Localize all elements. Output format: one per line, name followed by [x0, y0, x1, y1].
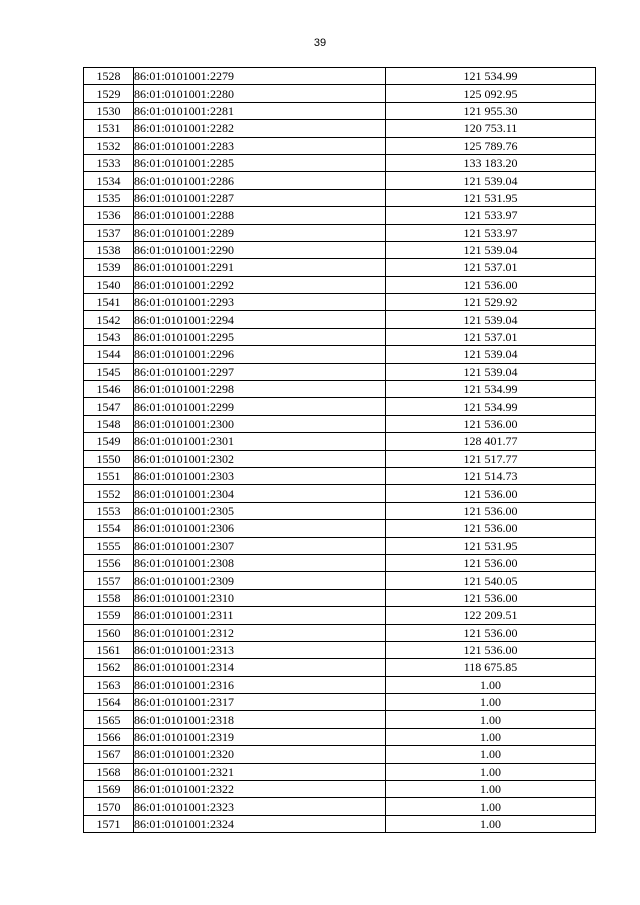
table-row	[84, 120, 596, 137]
cadastral-number-cell: 86:01:0101001:2303	[134, 467, 386, 484]
value-cell: 121 536.00	[386, 554, 596, 571]
row-number-cell: 1533	[84, 154, 134, 171]
row-number-cell: 1562	[84, 659, 134, 676]
value-cell: 121 540.05	[386, 572, 596, 589]
value-cell: 1.00	[386, 781, 596, 798]
row-number-cell: 1532	[84, 137, 134, 154]
table-row	[84, 746, 596, 763]
row-number-cell: 1556	[84, 554, 134, 571]
row-number-cell: 1549	[84, 433, 134, 450]
table-row	[84, 815, 596, 832]
cadastral-number-cell: 86:01:0101001:2299	[134, 398, 386, 415]
cadastral-number-cell: 86:01:0101001:2287	[134, 189, 386, 206]
table-row	[84, 572, 596, 589]
row-number-cell: 1559	[84, 607, 134, 624]
table-row	[84, 172, 596, 189]
table-row	[84, 241, 596, 258]
table-row	[84, 85, 596, 102]
cadastral-number-cell: 86:01:0101001:2282	[134, 120, 386, 137]
row-number-cell: 1543	[84, 328, 134, 345]
row-number-cell: 1551	[84, 467, 134, 484]
cadastral-number-cell: 86:01:0101001:2305	[134, 502, 386, 519]
value-cell: 125 092.95	[386, 85, 596, 102]
row-number-cell: 1542	[84, 311, 134, 328]
value-cell: 1.00	[386, 763, 596, 780]
row-number-cell: 1534	[84, 172, 134, 189]
table-row	[84, 763, 596, 780]
cadastral-number-cell: 86:01:0101001:2308	[134, 554, 386, 571]
table-row	[84, 294, 596, 311]
cadastral-number-cell: 86:01:0101001:2293	[134, 294, 386, 311]
row-number-cell: 1539	[84, 259, 134, 276]
cadastral-number-cell: 86:01:0101001:2313	[134, 641, 386, 658]
row-number-cell: 1569	[84, 781, 134, 798]
table-row	[84, 207, 596, 224]
value-cell: 121 955.30	[386, 102, 596, 119]
row-number-cell: 1557	[84, 572, 134, 589]
cadastral-value-table	[83, 67, 596, 833]
row-number-cell: 1528	[84, 68, 134, 85]
value-cell: 128 401.77	[386, 433, 596, 450]
table-row	[84, 711, 596, 728]
value-cell: 121 536.00	[386, 276, 596, 293]
row-number-cell: 1568	[84, 763, 134, 780]
cadastral-number-cell: 86:01:0101001:2296	[134, 346, 386, 363]
table-row	[84, 659, 596, 676]
table-row	[84, 607, 596, 624]
table-row	[84, 311, 596, 328]
value-cell: 121 534.99	[386, 68, 596, 85]
table-row	[84, 694, 596, 711]
cadastral-number-cell: 86:01:0101001:2324	[134, 815, 386, 832]
value-cell: 1.00	[386, 711, 596, 728]
cadastral-number-cell: 86:01:0101001:2288	[134, 207, 386, 224]
table-row	[84, 641, 596, 658]
cadastral-number-cell: 86:01:0101001:2279	[134, 68, 386, 85]
cadastral-number-cell: 86:01:0101001:2290	[134, 241, 386, 258]
cadastral-number-cell: 86:01:0101001:2316	[134, 676, 386, 693]
table-row	[84, 346, 596, 363]
cadastral-number-cell: 86:01:0101001:2309	[134, 572, 386, 589]
cadastral-number-cell: 86:01:0101001:2320	[134, 746, 386, 763]
row-number-cell: 1563	[84, 676, 134, 693]
row-number-cell: 1565	[84, 711, 134, 728]
row-number-cell: 1548	[84, 415, 134, 432]
value-cell: 121 539.04	[386, 172, 596, 189]
row-number-cell: 1537	[84, 224, 134, 241]
value-cell: 1.00	[386, 694, 596, 711]
cadastral-number-cell: 86:01:0101001:2301	[134, 433, 386, 450]
cadastral-number-cell: 86:01:0101001:2310	[134, 589, 386, 606]
cadastral-number-cell: 86:01:0101001:2321	[134, 763, 386, 780]
row-number-cell: 1571	[84, 815, 134, 832]
row-number-cell: 1558	[84, 589, 134, 606]
row-number-cell: 1546	[84, 381, 134, 398]
row-number-cell: 1564	[84, 694, 134, 711]
value-cell: 121 537.01	[386, 328, 596, 345]
value-cell: 121 536.00	[386, 485, 596, 502]
value-cell: 120 753.11	[386, 120, 596, 137]
table-row	[84, 781, 596, 798]
table-row	[84, 537, 596, 554]
value-cell: 121 514.73	[386, 467, 596, 484]
cadastral-number-cell: 86:01:0101001:2281	[134, 102, 386, 119]
row-number-cell: 1550	[84, 450, 134, 467]
row-number-cell: 1541	[84, 294, 134, 311]
cadastral-number-cell: 86:01:0101001:2291	[134, 259, 386, 276]
value-cell: 121 536.00	[386, 502, 596, 519]
row-number-cell: 1552	[84, 485, 134, 502]
value-cell: 133 183.20	[386, 154, 596, 171]
table-row	[84, 676, 596, 693]
table-row	[84, 189, 596, 206]
table-row	[84, 102, 596, 119]
cadastral-number-cell: 86:01:0101001:2300	[134, 415, 386, 432]
cadastral-number-cell: 86:01:0101001:2289	[134, 224, 386, 241]
row-number-cell: 1566	[84, 728, 134, 745]
table-row	[84, 589, 596, 606]
cadastral-number-cell: 86:01:0101001:2304	[134, 485, 386, 502]
table-row	[84, 624, 596, 641]
table-row	[84, 467, 596, 484]
table-row	[84, 381, 596, 398]
cadastral-number-cell: 86:01:0101001:2307	[134, 537, 386, 554]
cadastral-number-cell: 86:01:0101001:2319	[134, 728, 386, 745]
cadastral-number-cell: 86:01:0101001:2286	[134, 172, 386, 189]
table-row	[84, 728, 596, 745]
row-number-cell: 1529	[84, 85, 134, 102]
value-cell: 1.00	[386, 746, 596, 763]
table-row	[84, 398, 596, 415]
cadastral-number-cell: 86:01:0101001:2283	[134, 137, 386, 154]
row-number-cell: 1538	[84, 241, 134, 258]
table-row	[84, 798, 596, 815]
table-row	[84, 259, 596, 276]
cadastral-number-cell: 86:01:0101001:2292	[134, 276, 386, 293]
table-row	[84, 502, 596, 519]
value-cell: 121 536.00	[386, 641, 596, 658]
value-cell: 121 531.95	[386, 189, 596, 206]
table-row	[84, 450, 596, 467]
page-number: 39	[313, 37, 327, 49]
row-number-cell: 1540	[84, 276, 134, 293]
cadastral-number-cell: 86:01:0101001:2295	[134, 328, 386, 345]
cadastral-number-cell: 86:01:0101001:2294	[134, 311, 386, 328]
value-cell: 121 539.04	[386, 346, 596, 363]
row-number-cell: 1553	[84, 502, 134, 519]
cadastral-number-cell: 86:01:0101001:2323	[134, 798, 386, 815]
table-row	[84, 68, 596, 85]
cadastral-number-cell: 86:01:0101001:2280	[134, 85, 386, 102]
value-cell: 121 536.00	[386, 415, 596, 432]
value-cell: 122 209.51	[386, 607, 596, 624]
cadastral-number-cell: 86:01:0101001:2317	[134, 694, 386, 711]
value-cell: 121 531.95	[386, 537, 596, 554]
row-number-cell: 1567	[84, 746, 134, 763]
cadastral-number-cell: 86:01:0101001:2306	[134, 520, 386, 537]
row-number-cell: 1554	[84, 520, 134, 537]
value-cell: 121 539.04	[386, 241, 596, 258]
value-cell: 121 536.00	[386, 589, 596, 606]
cadastral-number-cell: 86:01:0101001:2322	[134, 781, 386, 798]
table-row	[84, 433, 596, 450]
value-cell: 121 534.99	[386, 398, 596, 415]
value-cell: 1.00	[386, 728, 596, 745]
cadastral-number-cell: 86:01:0101001:2314	[134, 659, 386, 676]
cadastral-number-cell: 86:01:0101001:2298	[134, 381, 386, 398]
table-row	[84, 485, 596, 502]
cadastral-number-cell: 86:01:0101001:2311	[134, 607, 386, 624]
table-row	[84, 224, 596, 241]
cadastral-number-cell: 86:01:0101001:2285	[134, 154, 386, 171]
table-row	[84, 328, 596, 345]
table-row	[84, 415, 596, 432]
table-row	[84, 154, 596, 171]
value-cell: 121 539.04	[386, 311, 596, 328]
value-cell: 1.00	[386, 676, 596, 693]
value-cell: 121 529.92	[386, 294, 596, 311]
row-number-cell: 1530	[84, 102, 134, 119]
value-cell: 121 533.97	[386, 207, 596, 224]
cadastral-number-cell: 86:01:0101001:2318	[134, 711, 386, 728]
value-cell: 121 536.00	[386, 520, 596, 537]
table-row	[84, 520, 596, 537]
value-cell: 121 517.77	[386, 450, 596, 467]
row-number-cell: 1545	[84, 363, 134, 380]
row-number-cell: 1555	[84, 537, 134, 554]
row-number-cell: 1561	[84, 641, 134, 658]
value-cell: 121 536.00	[386, 624, 596, 641]
row-number-cell: 1560	[84, 624, 134, 641]
row-number-cell: 1531	[84, 120, 134, 137]
value-cell: 121 534.99	[386, 381, 596, 398]
table-body	[84, 68, 596, 833]
cadastral-number-cell: 86:01:0101001:2312	[134, 624, 386, 641]
row-number-cell: 1570	[84, 798, 134, 815]
value-cell: 125 789.76	[386, 137, 596, 154]
value-cell: 118 675.85	[386, 659, 596, 676]
row-number-cell: 1535	[84, 189, 134, 206]
cadastral-number-cell: 86:01:0101001:2297	[134, 363, 386, 380]
table-row	[84, 554, 596, 571]
table-row	[84, 137, 596, 154]
value-cell: 121 539.04	[386, 363, 596, 380]
table-row	[84, 363, 596, 380]
value-cell: 121 537.01	[386, 259, 596, 276]
value-cell: 1.00	[386, 815, 596, 832]
value-cell: 121 533.97	[386, 224, 596, 241]
row-number-cell: 1536	[84, 207, 134, 224]
row-number-cell: 1547	[84, 398, 134, 415]
value-cell: 1.00	[386, 798, 596, 815]
cadastral-number-cell: 86:01:0101001:2302	[134, 450, 386, 467]
row-number-cell: 1544	[84, 346, 134, 363]
table-row	[84, 276, 596, 293]
